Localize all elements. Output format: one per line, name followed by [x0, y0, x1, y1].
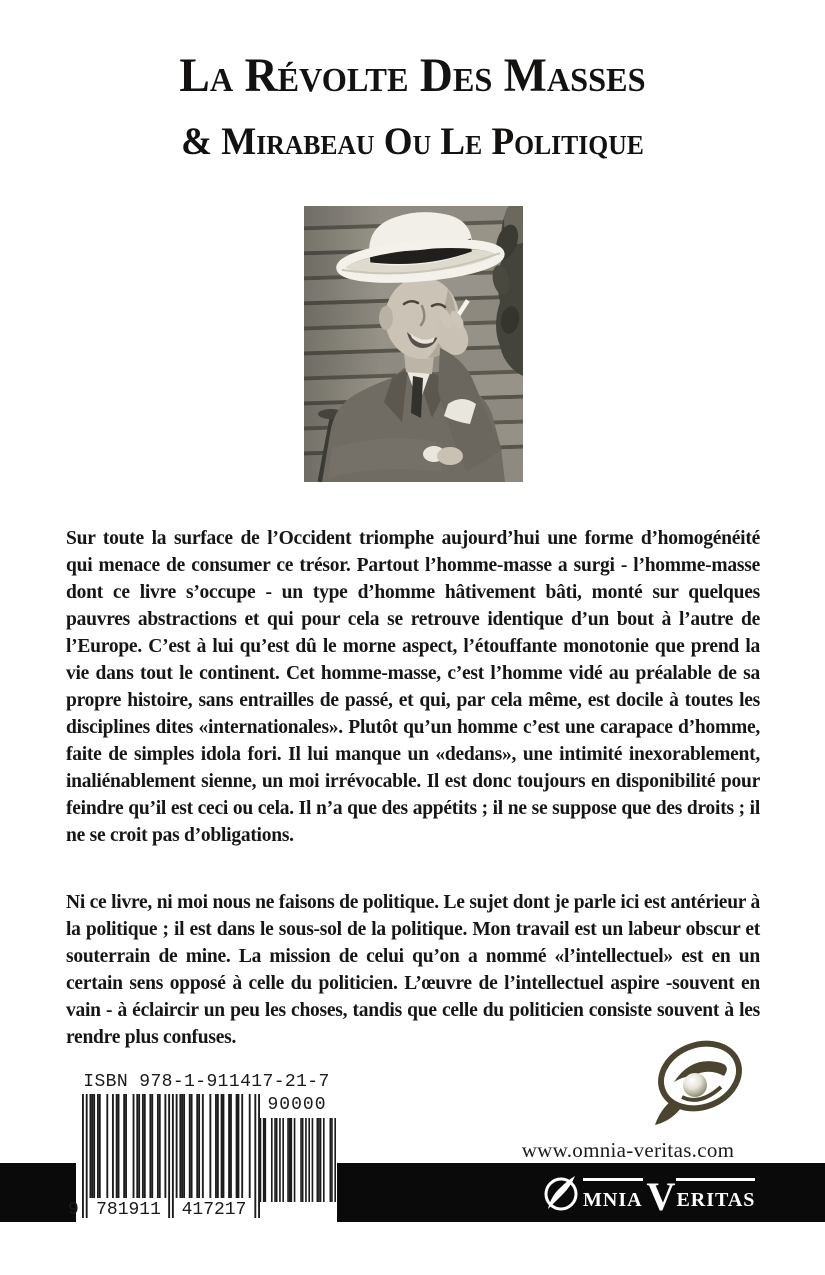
leaf-o-icon	[541, 1172, 581, 1212]
supplement-label: 90000	[267, 1095, 327, 1115]
portrait-photo	[304, 206, 523, 482]
ean-digits	[68, 1198, 260, 1222]
blurb-paragraph-2: Ni ce livre, ni moi nous ne faisons de politique. Le sujet dont je parle ici est antérieur à la politique ; il est dans le sous-sol de la politique. Mon travail est un labeur obscur et souterrain de mine. La mission de celui qu’on a nommé «l’intellectuel» est en un certain sens opposé à celle du politicien. L’œuvre de l’intellectuel aspire -souvent en vain - à éclaircir un peu les choses, tandis que celle du politicien consiste souvent à les rendre plus confuses.	[66, 891, 760, 1048]
isbn-barcode-box	[68, 1062, 337, 1232]
publisher-website: www.omnia-veritas.com	[521, 1138, 735, 1162]
book-title: La Révolte Des Masses	[179, 49, 646, 102]
blurb-paragraph-1: Sur toute la surface de l’Occident triomphe aujourd’hui une forme d’homogénéité qui menace de consumer ce trésor. Partout l’homme-masse a surgi - l’homme-masse dont ce livre s’occupe - un type d’homme hâtivement bâti, monté sur quelques pauvres abstractions et qui pour cela se retrouve identique d’un bout à l’autre de l’Europe. C’est à lui qu’est dû le morne aspect, l’étouffante monotonie que prend la vie dans tout le continent. Cet homme-masse, c’est l’homme vidé au préalable de sa propre histoire, sans entrailles de passé, et qui, par cela même, est docile à toutes les disciplines dites «internationales». Plutôt qu’un homme c’est une carapace d’homme, faite de simples idola fori. Il lui manque un «dedans», une intimité inexorablement, inaliénablement sienne, un moi irrévocable. Il est donc toujours en disponibilité pour feindre qu’il est ceci ou cela. Il n’a que des appétits ; il ne se suppose que des droits ; il ne se croit pas d’obligations.	[66, 527, 760, 846]
isbn-label: ISBN 978-1-911417-21-7	[83, 1072, 330, 1092]
wordmark-mnia: mnia	[583, 1178, 643, 1212]
publisher-logo	[646, 1030, 752, 1139]
ean-digit-lead: 9	[68, 1200, 79, 1220]
portrait-illustration	[304, 206, 523, 482]
ean5-supplement-barcode	[258, 1118, 336, 1202]
wordmark-v: V	[646, 1173, 676, 1219]
book-subtitle: & Mirabeau Ou Le Politique	[181, 120, 644, 163]
wordmark-eritas: eritas	[676, 1178, 755, 1212]
publisher-wordmark	[541, 1172, 756, 1219]
ean-digits-group1: 781911	[89, 1198, 168, 1222]
eye-leaf-icon	[646, 1030, 752, 1134]
ean-digits-group2: 417217	[174, 1198, 254, 1222]
